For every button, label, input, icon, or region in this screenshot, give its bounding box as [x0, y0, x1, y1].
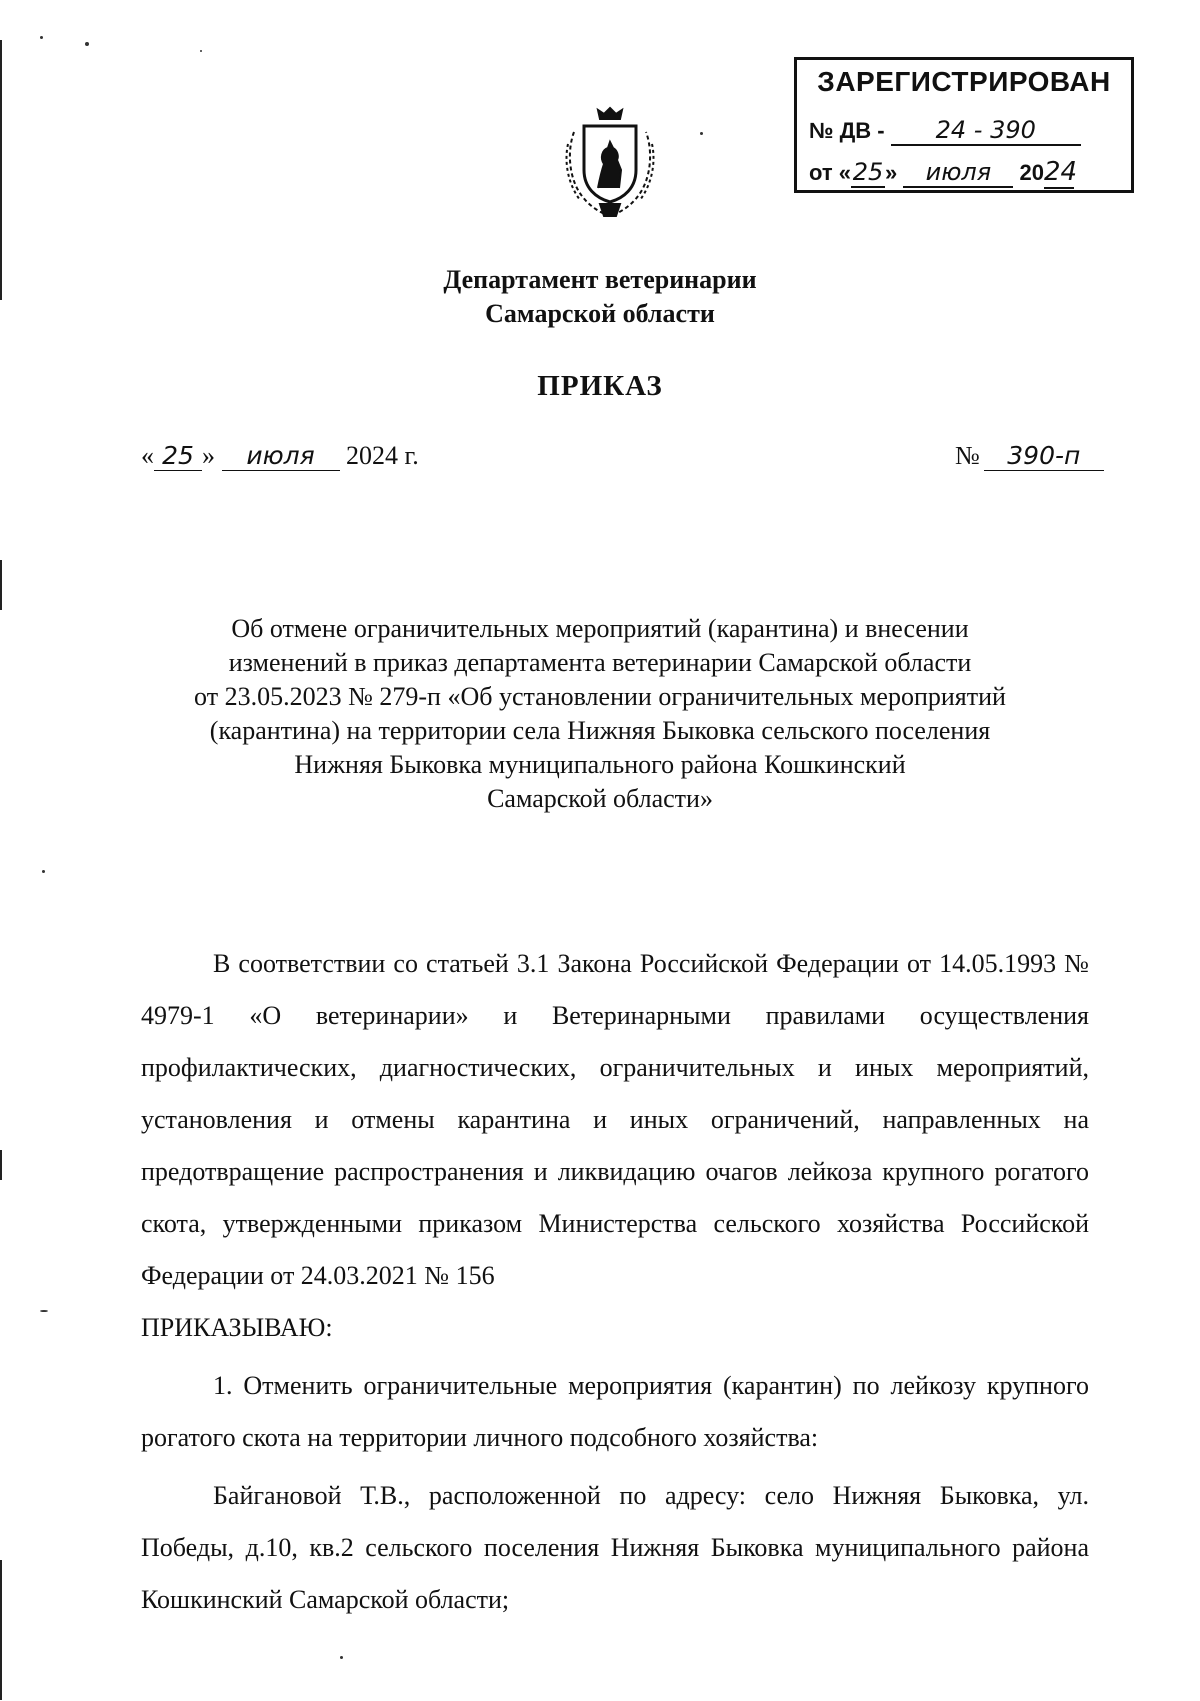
order-number	[955, 441, 1104, 471]
order-date-open: «	[141, 441, 154, 470]
preamble-paragraph: В соответствии со статьей 3.1 Закона Российской Федерации от 14.05.1993 № 4979-1 «О ветеринарии» и Ветеринарными правилами осуществления профилактических, диагностических, ограничительных и иных мероприятий, установления и отмены карантина и иных ограничений, направленных на предотвращение распространения и ликвидацию очагов лейкоза крупного рогатого скота, утвержденными приказом Министерства сельского хозяйства Российской Федерации от 24.03.2021 № 156	[141, 949, 1089, 1290]
subject-line: Об отмене ограничительных мероприятий (карантина) и внесении	[231, 614, 969, 643]
department-name	[0, 263, 1200, 331]
stamp-date-month: июля	[903, 158, 1013, 188]
subject-line: (карантина) на территории села Нижняя Быковка сельского поселения	[209, 716, 991, 745]
scan-edge-mark	[0, 1150, 2, 1180]
stamp-date-row	[809, 157, 1078, 189]
stamp-date-mid: »	[885, 160, 898, 185]
subject-line: Нижняя Быковка муниципального района Кошкинский	[294, 750, 906, 779]
stamp-title: ЗАРЕГИСТРИРОВАН	[817, 66, 1111, 97]
order-date	[141, 441, 419, 471]
scan-speck	[200, 50, 202, 52]
order-date-day: 25	[154, 441, 202, 471]
stamp-date-day: 25	[852, 158, 884, 186]
scan-edge-mark	[0, 560, 2, 610]
scan-speck	[40, 36, 43, 39]
scan-speck	[340, 1656, 343, 1659]
order-number-label: №	[955, 441, 980, 470]
scan-edge-mark	[0, 40, 2, 300]
order-subject	[150, 612, 1050, 816]
scan-speck	[85, 42, 89, 46]
stamp-number-row	[809, 116, 1081, 146]
scan-speck	[42, 870, 45, 873]
scan-edge-mark	[0, 1560, 2, 1700]
document-type-title: ПРИКАЗ	[537, 370, 663, 402]
registration-stamp	[794, 57, 1134, 193]
order-date-close: »	[202, 441, 215, 470]
order-date-year: 2024 г.	[346, 441, 419, 470]
order-date-month: июля	[222, 441, 340, 471]
department-line-2: Самарской области	[485, 299, 715, 328]
stamp-year-prefix: 20	[1019, 160, 1044, 185]
order-word: ПРИКАЗЫВАЮ:	[141, 1313, 333, 1342]
stamp-year-suffix: 24	[1044, 157, 1078, 187]
scan-speck	[700, 132, 703, 135]
stamp-number-value: 24 - 390	[891, 116, 1081, 146]
scan-speck	[40, 1310, 48, 1312]
department-line-1: Департамент ветеринарии	[443, 265, 757, 294]
order-item-1: 1. Отменить ограничительные мероприятия (карантин) по лейкозу крупного рогатого скота на территории личного подсобного хозяйства:	[141, 1371, 1089, 1452]
order-body	[141, 938, 1089, 1626]
stamp-date-prefix: от «	[809, 160, 852, 185]
subject-line: изменений в приказ департамента ветеринарии Самарской области	[228, 648, 972, 677]
stamp-number-label: № ДВ -	[809, 118, 885, 143]
subject-line: от 23.05.2023 № 279-п «Об установлении ограничительных мероприятий	[194, 682, 1006, 711]
order-item-1-detail: Байгановой Т.В., расположенной по адресу: село Нижняя Быковка, ул. Победы, д.10, кв.2 сельского поселения Нижняя Быковка муниципального района Кошкинский Самарской области;	[141, 1481, 1089, 1614]
order-number-value: 390-п	[984, 441, 1104, 471]
subject-line: Самарской области»	[487, 784, 713, 813]
coat-of-arms-emblem	[560, 104, 660, 224]
